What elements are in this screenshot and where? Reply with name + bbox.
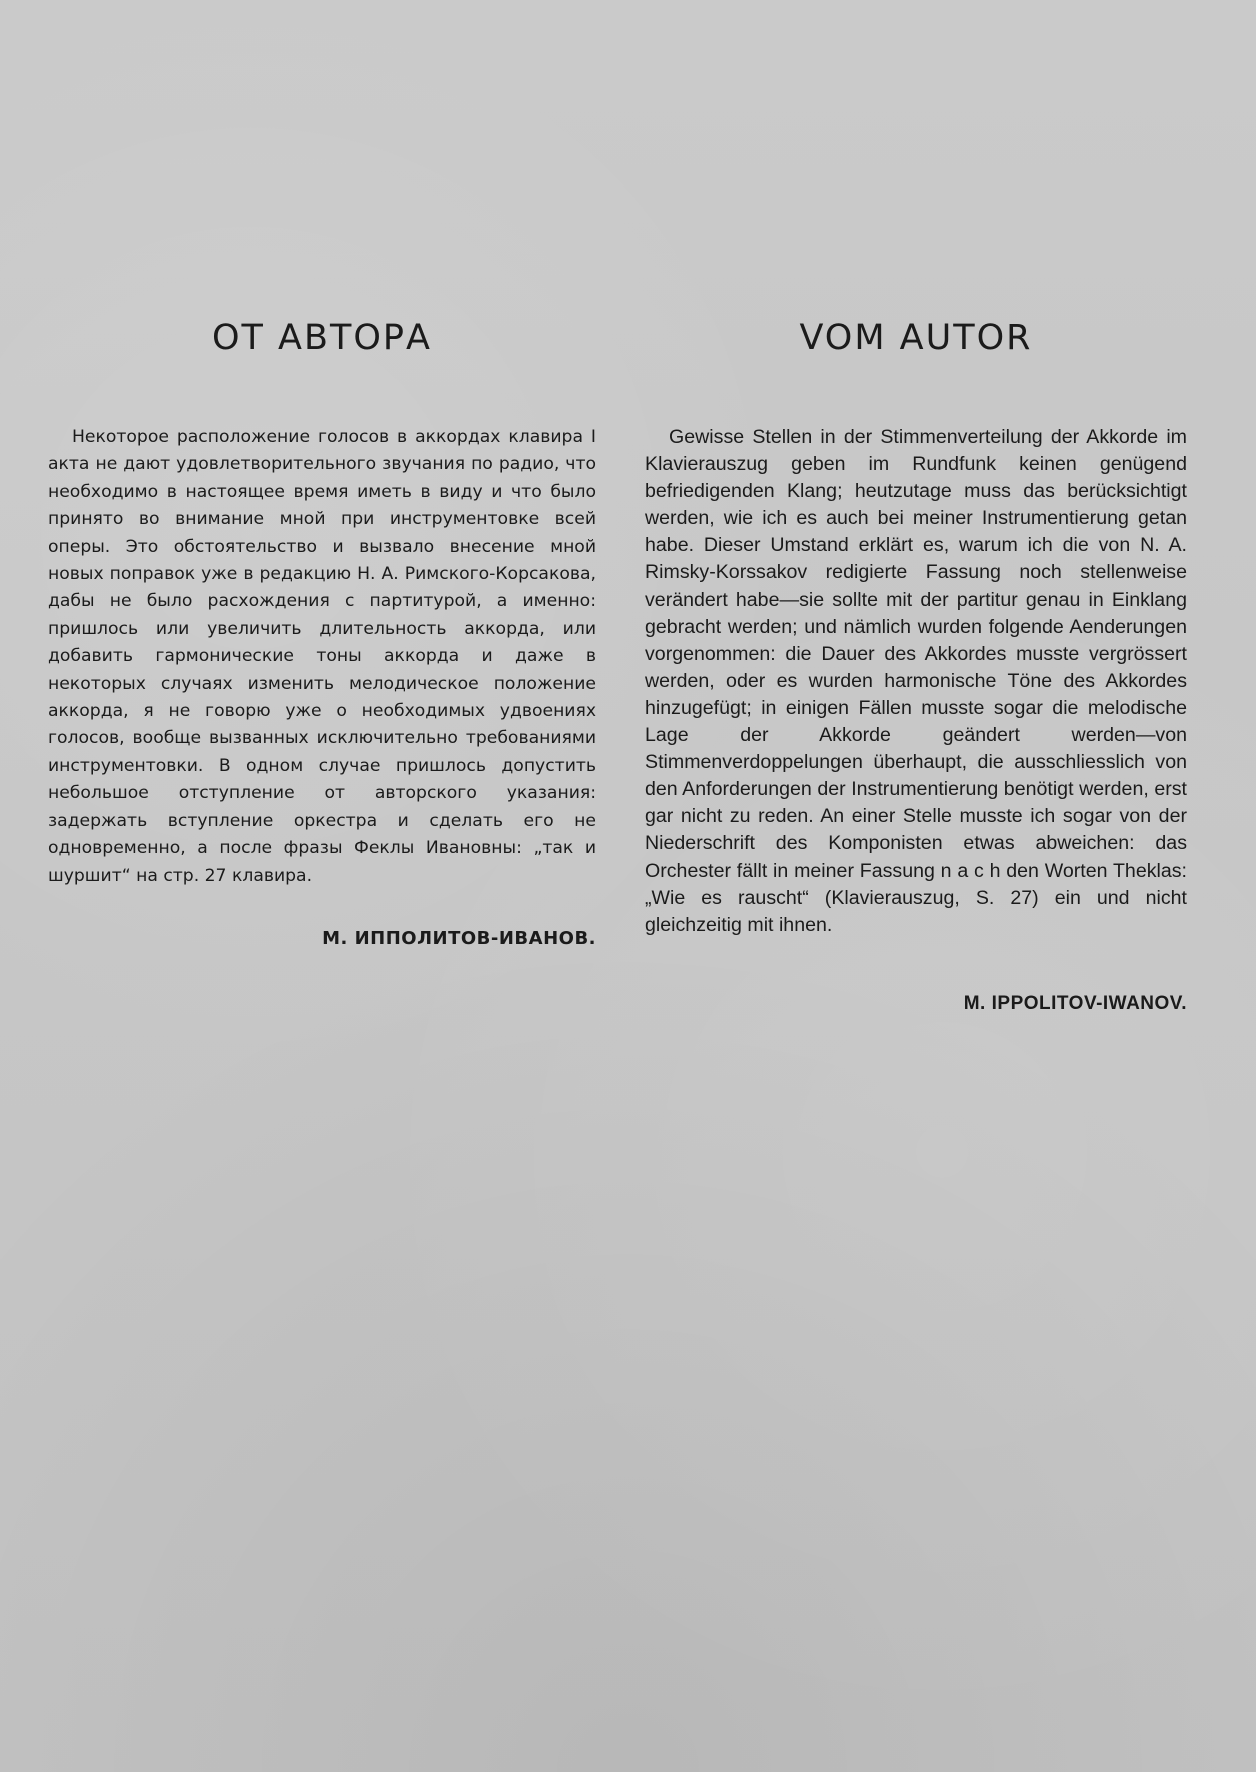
- russian-body-text: Некоторое расположение голосов в аккордах клавира I акта не дают удовлетворительного звучания по радио, что необходимо в настоящее время иметь в виду и что было принято во внимание мной при инструментовке всей оперы. Это обстоятельство и вызвало внесение мной новых поправок уже в редакцию Н. А. Римского-Корсакова, дабы не было расхождения с партитурой, а именно: пришлось или увеличить длительность аккорда, или добавить гармонические тоны аккорда и даже в некоторых случаях изменить мелодическое положение аккорда, я не говорю уже о необходимых удвоениях голосов, вообще вызванных исключительно требованиями инструментовки. В одном случае пришлось допустить небольшое отступление от авторского указания: задержать вступление оркестра и сделать его не одновременно, а после фразы Феклы Ивановны: „так и шуршит“ на стр. 27 клавира.: [48, 427, 596, 886]
- german-body-text: Gewisse Stellen in der Stimmenverteilung der Akkorde im Klavierauszug geben im Rundfunk keinen genügend befriedigenden Klang; heutzutage muss das berücksichtigt werden, wie ich es auch bei meiner Instrumentierung getan habe. Dieser Umstand erklärt es, warum ich die von N. A. Rimsky-Korssakov redigierte Fassung noch stellenweise verändert habe—sie sollte mit der partitur genau in Einklang gebracht werden; und nämlich wurden folgende Aenderungen vorgenommen: die Dauer des Akkordes musste vergrössert werden, oder es wurden harmonische Töne des Akkordes hinzugefügt; in einigen Fällen musste sogar die melodische Lage der Akkorde geändert werden—von Stimmenverdoppelungen überhaupt, die ausschliesslich von den Anforderungen der Instrumentierung benötigt werden, erst gar nicht zu reden. An einer Stelle musste ich sogar von der Niederschrift des Komponisten etwas abweichen: das Orchester fällt in meiner Fassung n a c h den Worten Theklas: „Wie es rauscht“ (Klavierauszug, S. 27) ein und nicht gleichzeitig mit ihnen.: [645, 426, 1187, 936]
- russian-signature: М. ИППОЛИТОВ-ИВАНОВ.: [322, 927, 596, 949]
- german-signature: M. IPPOLITOV-IWANOV.: [963, 992, 1187, 1014]
- german-column: [645, 310, 1187, 1015]
- german-heading: VOM AUTOR: [799, 318, 1033, 358]
- russian-heading: ОТ АВТОРА: [212, 318, 432, 358]
- russian-column: [48, 310, 596, 949]
